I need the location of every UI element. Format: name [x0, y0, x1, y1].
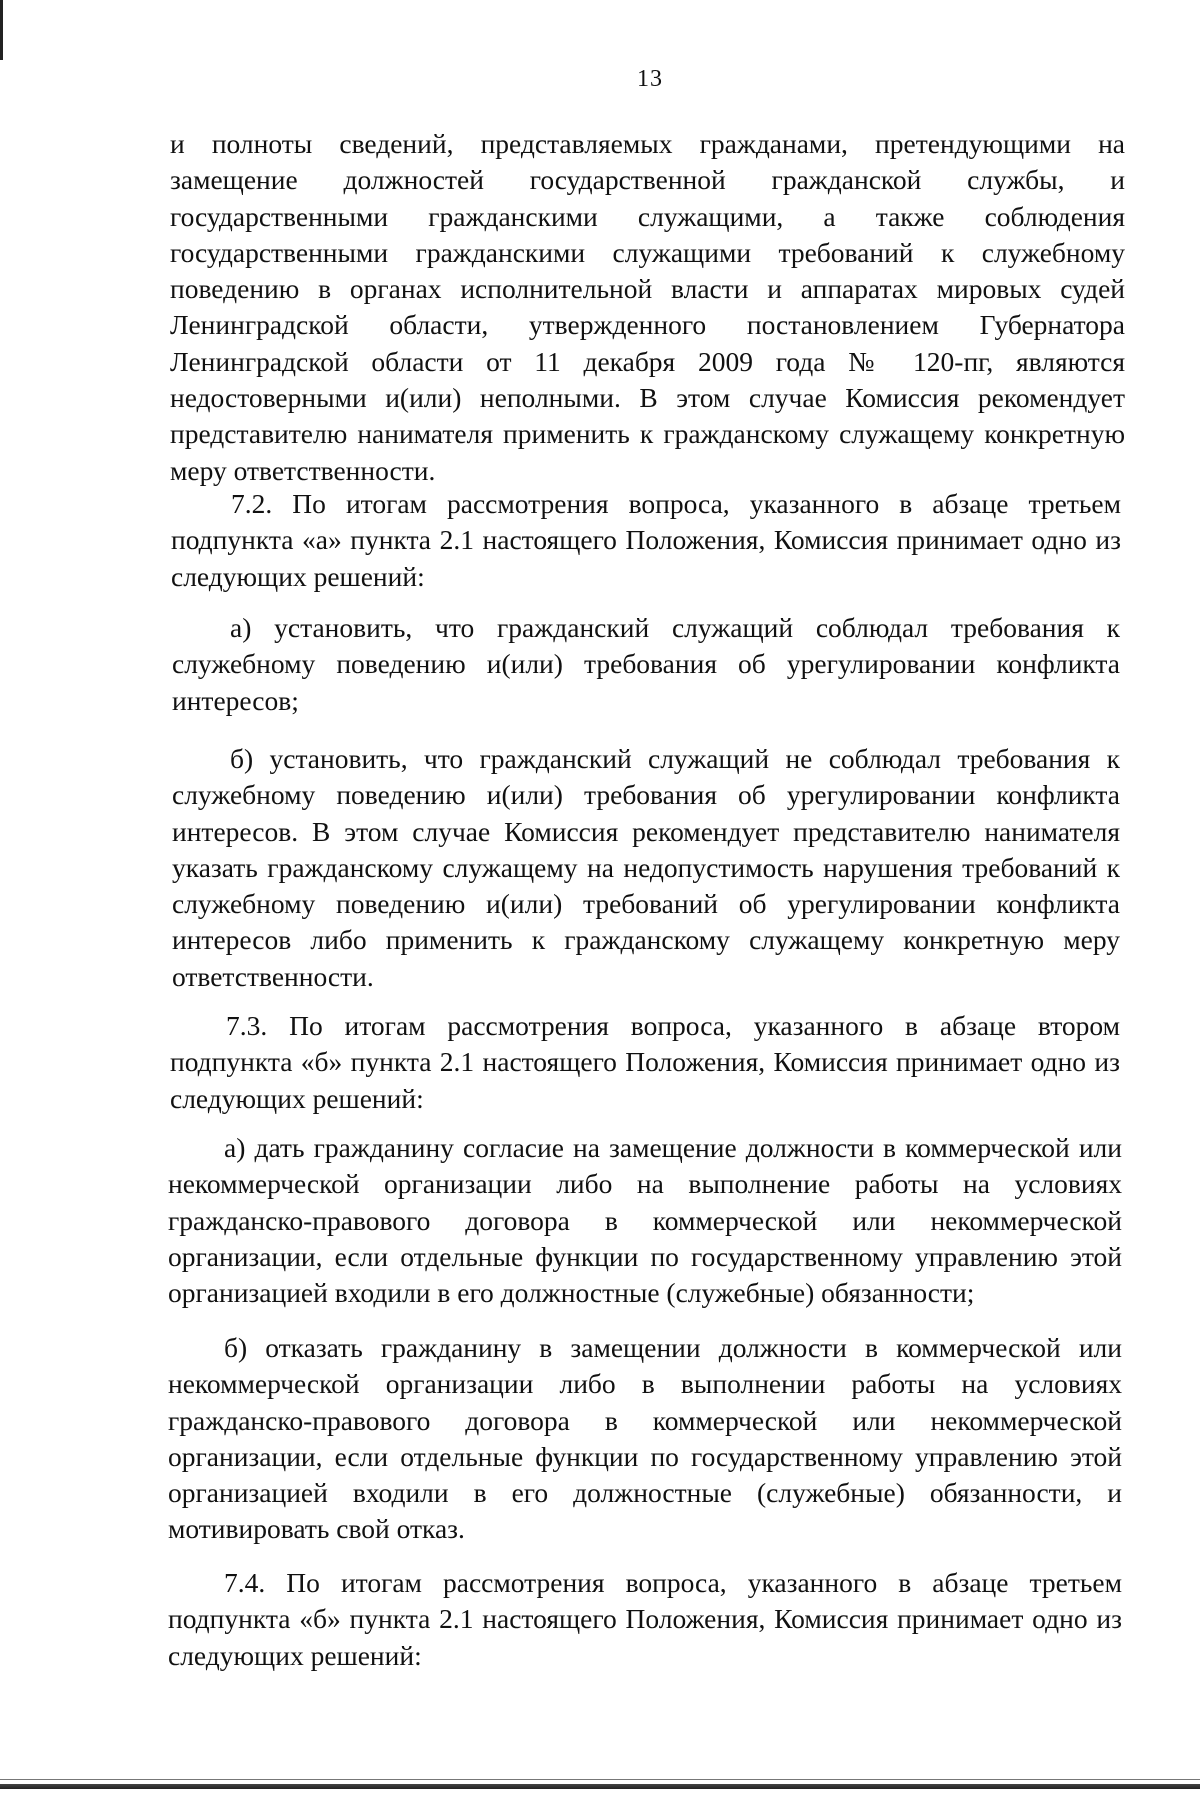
paragraph-7-3-b: б) отказать гражданину в замещении должности в коммерческой или некоммерческой организации либо в выполнении работы на условиях гражданско-правового договора в коммерческой или некоммерческой организации, если отдельные функции по государственному управлению этой организацией входили в его должностные (служебные) обязанности, и мотивировать свой отказ. — [168, 1332, 1122, 1545]
paragraph-7-4: 7.4. По итогам рассмотрения вопроса, указанного в абзаце третьем подпункта «б» пункта 2.1 настоящего Положения, Комиссия принимает одно из следующих решений: — [168, 1567, 1122, 1671]
paragraph-7-3: 7.3. По итогам рассмотрения вопроса, указанного в абзаце втором подпункта «б» пункта 2.1 настоящего Положения, Комиссия принимает одно из следующих решений: — [170, 1010, 1120, 1114]
scan-edge-mark — [0, 0, 3, 60]
paragraph-7-3-a: а) дать гражданину согласие на замещение должности в коммерческой или некоммерческой организации либо на выполнение работы на условиях гражданско-правового договора в коммерческой или некоммерческой организации, если отдельные функции по государственному управлению этой организацией входили в его должностные (служебные) обязанности; — [168, 1132, 1122, 1309]
paragraph-7-2-b: б) установить, что гражданский служащий не соблюдал требования к служебному поведению и(или) требования об урегулировании конфликта интересов. В этом случае Комиссия рекомендует представителю нанимателя указать гражданскому служащему на недопустимость нарушения требований к служебному поведению и(или) требований об урегулировании конфликта интересов либо применить к гражданскому служащему конкретную меру ответственности. — [172, 743, 1120, 992]
page-number: 13 — [637, 66, 663, 92]
scan-bottom-edge — [0, 1784, 1200, 1789]
paragraph-7-2: 7.2. По итогам рассмотрения вопроса, указанного в абзаце третьем подпункта «а» пункта 2.1 настоящего Положения, Комиссия принимает одно из следующих решений: — [171, 488, 1121, 592]
scan-bottom-line — [0, 1779, 1200, 1780]
paragraph-7-2-a: а) установить, что гражданский служащий соблюдал требования к служебному поведению и(или) требования об урегулировании конфликта интересов; — [172, 612, 1120, 716]
paragraph-continuation: и полноты сведений, представляемых гражданами, претендующими на замещение должностей государственной гражданской службы, и государственными гражданскими служащими, а также соблюдения государственными гражданскими служащими требований к служебному поведению в органах исполнительной власти и аппаратах мировых судей Ленинградской области, утвержденного постановлением Губернатора Ленинградской области от 11 декабря 2009 года № 120-пг, являются недостоверными и(или) неполными. В этом случае Комиссия рекомендует представителю нанимателя применить к гражданскому служащему конкретную меру ответственности. — [170, 128, 1125, 486]
